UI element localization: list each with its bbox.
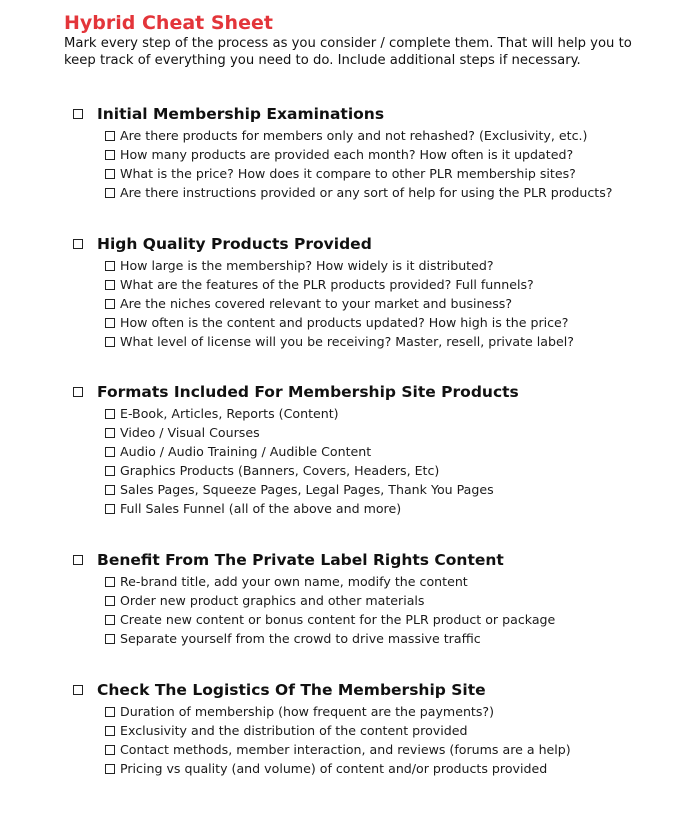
item-checkbox[interactable]	[105, 577, 115, 587]
section-title: Formats Included For Membership Site Products	[97, 383, 519, 401]
checklist-item	[105, 313, 574, 332]
item-label: Contact methods, member interaction, and reviews (forums are a help)	[120, 742, 571, 757]
item-checkbox[interactable]	[105, 615, 115, 625]
item-checkbox[interactable]	[105, 466, 115, 476]
checklist-item	[105, 702, 571, 721]
item-checkbox[interactable]	[105, 261, 115, 271]
item-checkbox[interactable]	[105, 764, 115, 774]
item-label: Separate yourself from the crowd to drive massive traffic	[120, 631, 481, 646]
section-checkbox[interactable]	[73, 685, 83, 695]
item-label: Exclusivity and the distribution of the content provided	[120, 723, 468, 738]
item-label: Audio / Audio Training / Audible Content	[120, 444, 372, 459]
item-label: Graphics Products (Banners, Covers, Headers, Etc)	[120, 463, 440, 478]
item-label: Full Sales Funnel (all of the above and more)	[120, 501, 402, 516]
section-high-quality-products	[72, 233, 574, 351]
item-checkbox[interactable]	[105, 409, 115, 419]
checklist-item	[105, 759, 571, 778]
checklist-item	[105, 480, 519, 499]
item-checkbox[interactable]	[105, 299, 115, 309]
section-header	[72, 381, 519, 403]
item-checkbox[interactable]	[105, 447, 115, 457]
section-plr-benefits	[72, 549, 555, 648]
checklist-item	[105, 332, 574, 351]
checklist-item	[105, 740, 571, 759]
checklist-item	[105, 721, 571, 740]
section-formats-included	[72, 381, 519, 518]
item-checkbox[interactable]	[105, 745, 115, 755]
item-label: Are the niches covered relevant to your market and business?	[120, 296, 513, 311]
item-checkbox[interactable]	[105, 188, 115, 198]
item-label: Order new product graphics and other materials	[120, 593, 425, 608]
section-header	[72, 233, 574, 255]
checklist-item	[105, 294, 574, 313]
checklist-item	[105, 183, 612, 202]
checklist-item	[105, 256, 574, 275]
checklist-item	[105, 591, 555, 610]
item-label: Duration of membership (how frequent are the payments?)	[120, 704, 495, 719]
item-checkbox[interactable]	[105, 726, 115, 736]
section-initial-membership	[72, 103, 612, 202]
item-checkbox[interactable]	[105, 428, 115, 438]
checklist-item	[105, 461, 519, 480]
section-header	[72, 549, 555, 571]
item-checkbox[interactable]	[105, 318, 115, 328]
item-checkbox[interactable]	[105, 150, 115, 160]
item-checkbox[interactable]	[105, 504, 115, 514]
item-checkbox[interactable]	[105, 169, 115, 179]
page-title: Hybrid Cheat Sheet	[64, 12, 273, 34]
item-checkbox[interactable]	[105, 707, 115, 717]
section-header	[72, 103, 612, 125]
checklist-item	[105, 572, 555, 591]
item-checkbox[interactable]	[105, 131, 115, 141]
section-checkbox[interactable]	[73, 109, 83, 119]
item-label: Are there products for members only and not rehashed? (Exclusivity, etc.)	[120, 128, 588, 143]
section-title: High Quality Products Provided	[97, 235, 372, 253]
item-label: How large is the membership? How widely is it distributed?	[120, 258, 494, 273]
checklist-item	[105, 404, 519, 423]
section-title: Check The Logistics Of The Membership Site	[97, 681, 486, 699]
section-checkbox[interactable]	[73, 239, 83, 249]
section-title: Benefit From The Private Label Rights Content	[97, 551, 504, 569]
checklist-item	[105, 442, 519, 461]
section-logistics	[72, 679, 571, 778]
item-label: Are there instructions provided or any sort of help for using the PLR products?	[120, 185, 613, 200]
checklist-item	[105, 164, 612, 183]
item-label: Video / Visual Courses	[120, 425, 260, 440]
checklist-item	[105, 126, 612, 145]
section-checkbox[interactable]	[73, 555, 83, 565]
item-checkbox[interactable]	[105, 634, 115, 644]
checklist-item	[105, 275, 574, 294]
item-label: What are the features of the PLR products provided? Full funnels?	[120, 277, 534, 292]
item-label: E-Book, Articles, Reports (Content)	[120, 406, 339, 421]
section-title: Initial Membership Examinations	[97, 105, 385, 123]
checklist-item	[105, 145, 612, 164]
intro-text: Mark every step of the process as you consider / complete them. That will help you to keep track of everything you need to do. Include additional steps if necessary.	[64, 36, 632, 68]
checklist-item	[105, 629, 555, 648]
item-checkbox[interactable]	[105, 337, 115, 347]
item-label: How often is the content and products updated? How high is the price?	[120, 315, 569, 330]
section-checkbox[interactable]	[73, 387, 83, 397]
item-label: Re-brand title, add your own name, modify the content	[120, 574, 468, 589]
item-label: How many products are provided each month? How often is it updated?	[120, 147, 574, 162]
item-label: What is the price? How does it compare to other PLR membership sites?	[120, 166, 576, 181]
checklist-item	[105, 423, 519, 442]
item-checkbox[interactable]	[105, 485, 115, 495]
item-checkbox[interactable]	[105, 596, 115, 606]
item-checkbox[interactable]	[105, 280, 115, 290]
section-header	[72, 679, 571, 701]
checklist-item	[105, 499, 519, 518]
checklist-item	[105, 610, 555, 629]
item-label: Create new content or bonus content for the PLR product or package	[120, 612, 556, 627]
item-label: Pricing vs quality (and volume) of content and/or products provided	[120, 761, 548, 776]
item-label: What level of license will you be receiving? Master, resell, private label?	[120, 334, 574, 349]
item-label: Sales Pages, Squeeze Pages, Legal Pages, Thank You Pages	[120, 482, 494, 497]
